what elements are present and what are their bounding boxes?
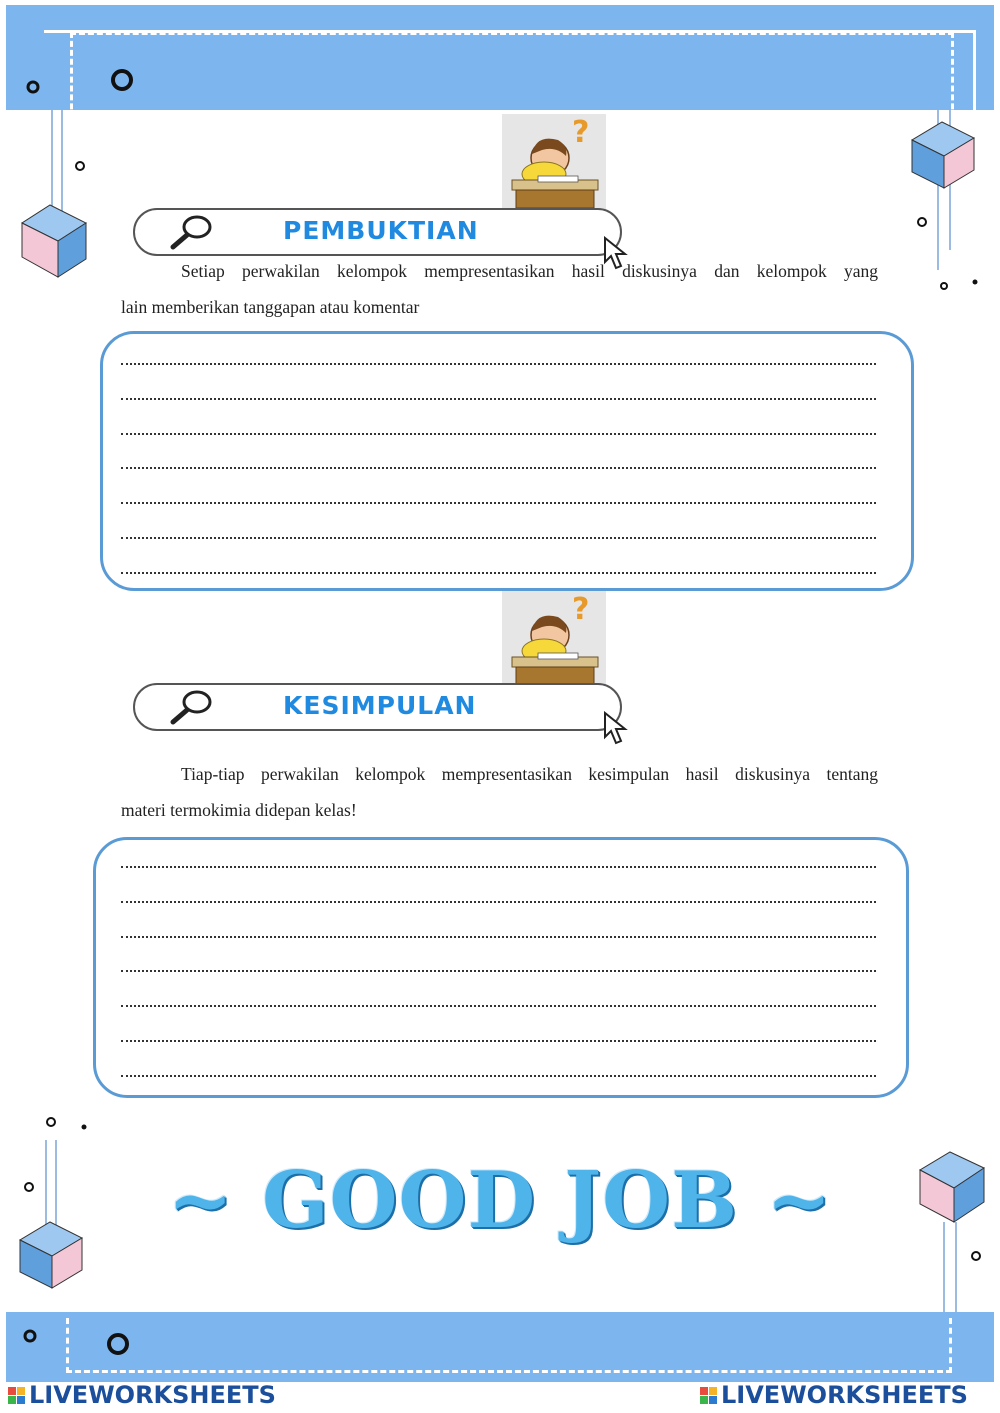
cube-icon	[22, 205, 86, 277]
answer-line[interactable]	[121, 934, 876, 938]
magnifier-icon	[169, 214, 215, 250]
answer-line[interactable]	[121, 396, 876, 400]
instruction-line: Tiap-tiap perwakilan kelompok mempresentasikan kesimpulan hasil diskusinya tentang	[181, 764, 878, 784]
instruction-paragraph	[121, 756, 878, 828]
cube-icon	[912, 122, 974, 188]
thinking-student-illustration	[502, 114, 606, 210]
answer-line[interactable]	[121, 465, 876, 469]
answer-line[interactable]	[121, 535, 876, 539]
answer-box[interactable]	[100, 331, 914, 591]
answer-line[interactable]	[121, 864, 876, 868]
answer-line[interactable]	[121, 431, 876, 435]
answer-line[interactable]	[121, 968, 876, 972]
instruction-line: lain memberikan tanggapan atau komentar	[121, 297, 420, 317]
svg-text:?: ?	[572, 592, 590, 627]
section-title: KESIMPULAN	[283, 691, 477, 720]
instruction-line: Setiap perwakilan kelompok mempresentasikan hasil diskusinya dan kelompok yang	[181, 261, 878, 281]
magnifier-icon	[169, 689, 215, 725]
liveworksheets-mark-icon	[8, 1387, 25, 1404]
ring-icon	[113, 71, 131, 89]
liveworksheets-logo-left[interactable]	[8, 1380, 276, 1410]
answer-line[interactable]	[121, 899, 876, 903]
liveworksheets-mark-icon	[700, 1387, 717, 1404]
answer-line[interactable]	[121, 1038, 876, 1042]
logo-text: LIVEWORKSHEETS	[721, 1381, 968, 1409]
thinking-student-illustration	[502, 591, 606, 687]
section-title: PEMBUKTIAN	[283, 216, 479, 245]
svg-text:?: ?	[572, 115, 590, 150]
cursor-icon	[603, 711, 629, 745]
section-header-pembuktian	[133, 208, 622, 256]
answer-line[interactable]	[121, 570, 876, 574]
answer-line[interactable]	[121, 361, 876, 365]
instruction-paragraph	[121, 253, 878, 325]
answer-line[interactable]	[121, 1073, 876, 1077]
logo-text: LIVEWORKSHEETS	[29, 1381, 276, 1409]
answer-line[interactable]	[121, 500, 876, 504]
answer-line[interactable]	[121, 1003, 876, 1007]
liveworksheets-logo-right[interactable]	[700, 1380, 968, 1410]
good-job-banner: ~ GOOD JOB ~	[167, 1155, 833, 1246]
section-header-kesimpulan	[133, 683, 622, 731]
instruction-line: materi termokimia didepan kelas!	[121, 800, 357, 820]
ring-icon	[28, 82, 38, 92]
